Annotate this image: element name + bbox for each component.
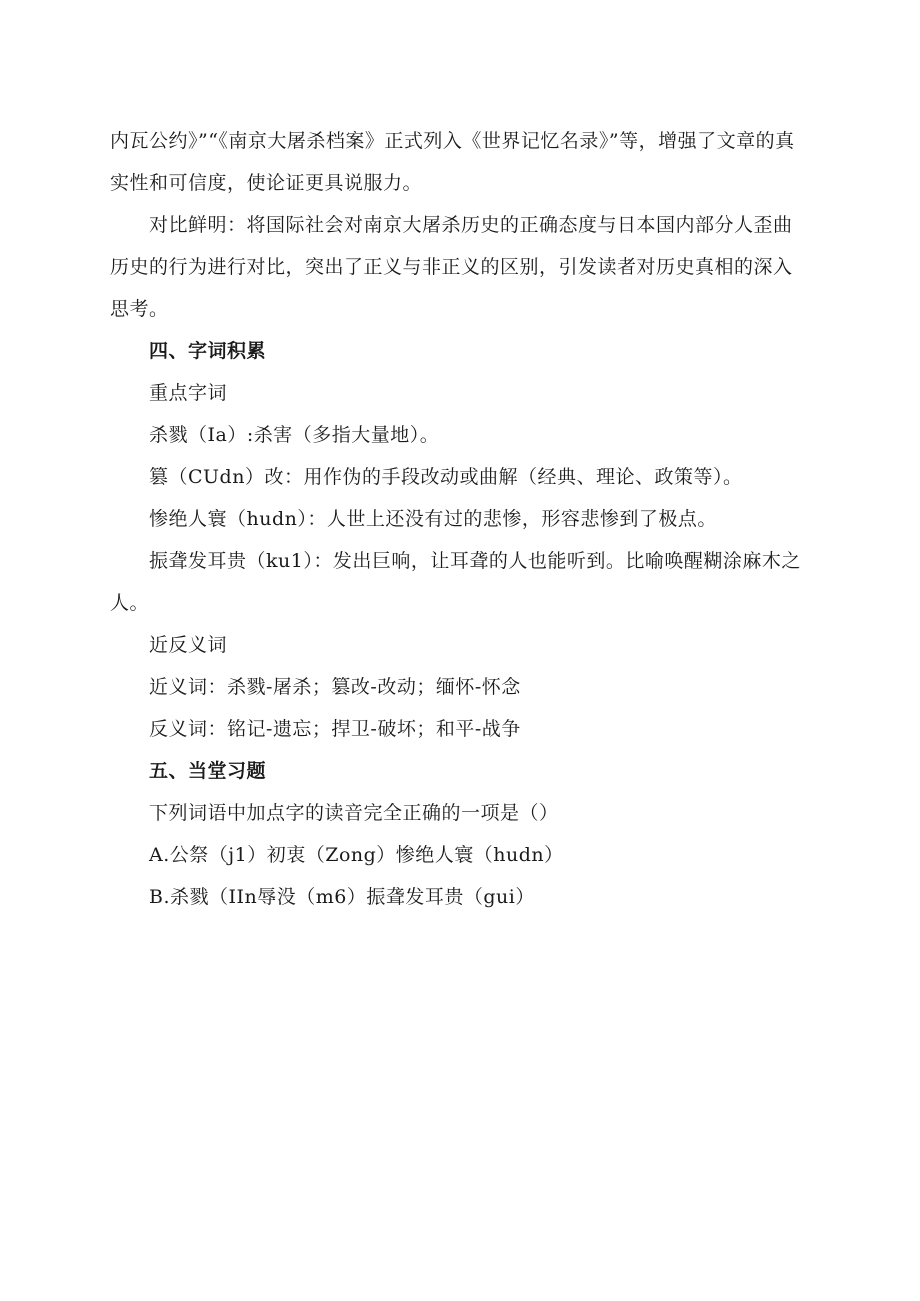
exercise-question: 下列词语中加点字的读音完全正确的一项是（） — [149, 802, 559, 824]
exercise-option-b: B.杀戮（IIn辱没（m6）振聋发耳贵（gui） — [149, 886, 535, 908]
paragraph-evidence: 内瓦公约》”“《南京大屠杀档案》正式列入《世界记忆名录》”等，增强了文章的真实性和可信度，使论证更具说服力。 — [110, 130, 795, 194]
vocab-item-2: 篡（CUdn）改：用作伪的手段改动或曲解（经典、理论、政策等）。 — [149, 466, 743, 488]
paragraph-contrast: 对比鲜明：将国际社会对南京大屠杀历史的正确态度与日本国内部分人歪曲历史的行为进行对比，突出了正义与非正义的区别，引发读者对历史真相的深入思考。 — [110, 214, 793, 320]
section-heading-exercises: 五、当堂习题 — [149, 760, 267, 782]
synonyms-line: 近义词：杀戮-屠杀；篡改-改动；缅怀-怀念 — [149, 676, 521, 698]
antonyms-line: 反义词：铭记-遗忘；捍卫-破坏；和平-战争 — [149, 718, 521, 740]
section-heading-vocabulary: 四、字词积累 — [149, 340, 267, 362]
subheading-key-words: 重点字词 — [149, 382, 228, 404]
document-body — [110, 120, 810, 918]
vocab-item-3: 惨绝人寰（hudn）：人世上还没有过的悲惨，形容悲惨到了极点。 — [149, 508, 717, 530]
vocab-item-4: 振聋发耳贵（ku1）：发出巨响，让耳聋的人也能听到。比喻唤醒糊涂麻木之人。 — [110, 550, 801, 614]
vocab-item-1: 杀戮（Ia）:杀害（多指大量地）。 — [149, 424, 440, 446]
exercise-option-a: A.公祭（j1）初衷（Zong）惨绝人寰（hudn） — [149, 844, 564, 866]
subheading-synonyms-antonyms: 近反义词 — [149, 634, 228, 656]
